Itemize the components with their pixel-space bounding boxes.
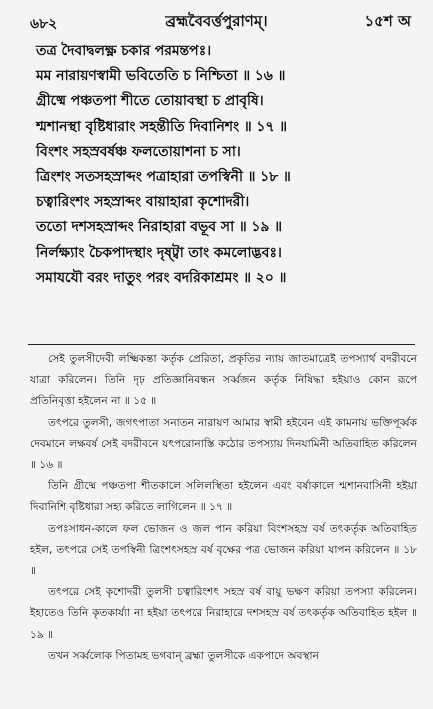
translation-paragraph: তপঃসাধন-কালে ফল ভোজন ও জল পান করিয়া বিংশসহস্র বর্ষ তৎকর্তৃক অতিবাহিত হইল, তৎপরে সেই তপস্বিনী ত্রিংশৎসহস্র বর্ষ বৃক্ষের পত্র ভোজন করিয়া যাপন করিলেন ॥ ১৮ ॥: [30, 522, 417, 578]
verse-line: চত্বারিংশং সহস্রাব্দং বায়াহারা কৃশোদরী।: [36, 194, 250, 211]
verse-line: ততো দশসহস্রাব্দং নিরাহারা বভূব সা ॥ ১৯ ॥: [36, 219, 282, 236]
translation-paragraph: তিনি গ্রীষ্মে পঞ্চতপা শীতকালে সলিলস্থিতা হইলেন এবং বর্ষাকালে শ্মশানবাসিনী হইয়া দিবানিশি বৃষ্টিধারা সহ্য করিতে লাগিলেন ॥ ১৭ ॥: [30, 480, 417, 514]
translation-paragraph: তৎপরে সেই কৃশোদরী তুলসী চত্বারিংশৎ সহস্র বর্ষ বায়ু ভক্ষণ করিয়া তপস্যা করিলেন। ইহাতেও তিনি কৃতকার্য্যা না হইয়া তৎপরে নিরাহারে দশসহস্র বর্ষ তৎকর্তৃক অতিবাহিত হইল ॥ ১৯ ॥: [30, 586, 417, 641]
verse-line: বিংশং সহস্রবর্ষঞ্চ ফলতোয়াশনা চ সা।: [36, 143, 241, 160]
chapter-label: ১৫শ অ: [364, 12, 411, 30]
section-divider: [28, 344, 415, 345]
page-number: ৬৮২: [30, 16, 58, 32]
translation-paragraph: তখন সর্ব্বলোক পিতামহ ভগবান্ ব্রহ্মা তুলসীকে একপাদে অবস্থান: [48, 649, 319, 662]
verse-line: শ্মশানস্থা বৃষ্টিধারাং সহন্তীতি দিবানিশং ॥ ১৭ ॥: [36, 118, 287, 135]
translation-paragraph: তৎপরে তুলসী, জগৎপাতা সনাতন নারায়ণ আমার স্বামী হইবেন এই কামনায় ভক্তিপূর্ব্বক দেবমানে লক্ষবর্ষ সেই বদরীবনে যৎপরোনাস্তি কঠোর তপস্যায় দিনযামিনী অতিবাহিত করিলেন ॥ ১৬ ॥: [30, 416, 417, 472]
verse-line: তত্র দৈবাদ্বলক্ষ্ণ চকার পরমন্তপঃ।: [36, 43, 211, 59]
page-header: [0, 10, 433, 32]
running-title: ব্রহ্মবৈবর্ত্তপুরাণম্‌।: [165, 12, 268, 30]
verse-line: ত্রিংশং সতসহস্রাব্দং পত্রাহারা তপস্বিনী ॥ ১৮ ॥: [36, 169, 291, 186]
sanskrit-verses: [36, 39, 413, 291]
verse-line: নির্লক্ষ্যাং চৈকপাদস্থাং দৃষ্ট্বা তাং কমলোদ্ভবঃ।: [36, 244, 282, 261]
verse-line: গ্রীষ্মে পঞ্চতপা শীতে তোয়াবস্থা চ প্রাবৃষি।: [36, 93, 264, 110]
verse-line: মম নারায়ণস্বামী ভবিতেতি চ নিশ্চিতা ॥ ১৬ ॥: [36, 68, 286, 85]
translation-paragraph: সেই তুলসীদেবী লক্ষ্মিকন্তা কর্তৃক প্রেরিতা, প্রকৃতির ন্যায় জাতমাত্রেই তপস্যার্থ বদরীবনে যাত্রা করিলেন। তিনি দৃঢ় প্রতিজ্ঞানিবন্ধন সর্ব্বজন কর্তৃক নিষিদ্ধা হইয়াও কোন রূপে প্রতিনিবৃত্তা হইলেন না ॥ ১৫ ॥: [30, 353, 417, 408]
verse-line: সমাযযৌ বরং দাতুং পরং বদরিকাশ্রমং ॥ ২০ ॥: [36, 269, 287, 286]
bengali-translation: [30, 349, 417, 667]
